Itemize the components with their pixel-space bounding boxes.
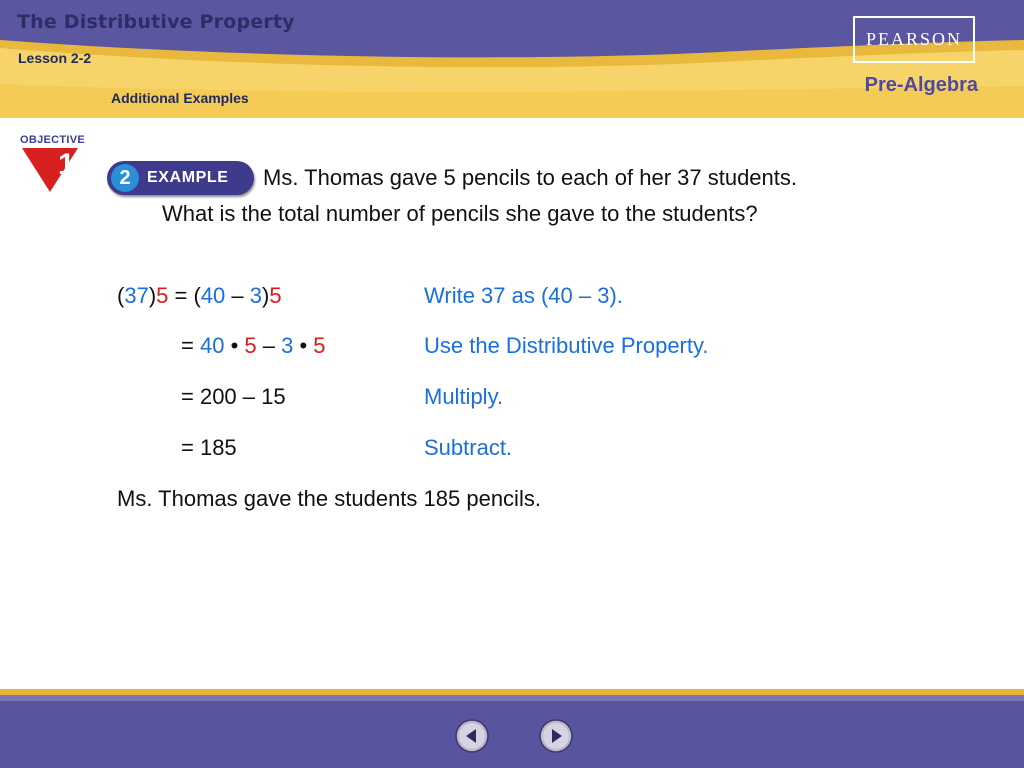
value-37: 37 bbox=[124, 283, 149, 308]
value-40: 40 bbox=[200, 283, 226, 308]
paren: ( bbox=[117, 283, 125, 308]
step-2-note: Use the Distributive Property. bbox=[424, 333, 709, 358]
page-title: The Distributive Property bbox=[17, 11, 295, 33]
objective-badge bbox=[20, 134, 90, 196]
value-5: 5 bbox=[156, 283, 169, 308]
minus: – bbox=[225, 283, 250, 308]
example-number: 2 bbox=[111, 164, 139, 192]
dot: • bbox=[224, 333, 245, 358]
value-5: 5 bbox=[269, 283, 282, 308]
value-3: 3 bbox=[249, 283, 262, 308]
step-1-expression bbox=[117, 283, 282, 309]
equals: = bbox=[181, 333, 200, 358]
paren: ) bbox=[148, 283, 157, 308]
section-label: Additional Examples bbox=[111, 90, 249, 106]
value-40: 40 bbox=[199, 333, 225, 358]
forward-arrow-icon bbox=[539, 719, 573, 753]
example-label: EXAMPLE bbox=[147, 169, 229, 186]
back-arrow-icon bbox=[455, 719, 489, 753]
step-2-expression bbox=[181, 333, 326, 359]
objective-number: 1 bbox=[58, 148, 75, 181]
header-banner bbox=[0, 0, 1024, 118]
publisher-logo: PEARSON bbox=[853, 16, 975, 63]
paren: ) bbox=[262, 283, 270, 308]
back-button[interactable] bbox=[455, 719, 489, 753]
step-3-note: Multiply. bbox=[424, 384, 504, 409]
value-5: 5 bbox=[244, 333, 257, 358]
value-3: 3 bbox=[281, 333, 294, 358]
step-4-note: Subtract. bbox=[424, 435, 513, 460]
minus: – bbox=[256, 333, 282, 358]
value-5: 5 bbox=[313, 333, 326, 358]
problem-statement: Ms. Thomas gave 5 pencils to each of her 37 students. What is the total number of pencils she gave to the students? bbox=[162, 165, 798, 226]
dot: • bbox=[293, 333, 314, 358]
conclusion: Ms. Thomas gave the students 185 pencils. bbox=[117, 486, 541, 511]
forward-button[interactable] bbox=[539, 719, 573, 753]
equals: = ( bbox=[168, 283, 201, 308]
course-name: Pre-Algebra bbox=[864, 74, 978, 96]
footer-stripe bbox=[0, 695, 1024, 701]
step-4-expression: = 185 bbox=[181, 435, 237, 460]
lesson-label: Lesson 2-2 bbox=[18, 50, 92, 66]
step-1-note: Write 37 as (40 – 3). bbox=[424, 283, 623, 308]
step-3-expression: = 200 – 15 bbox=[181, 384, 286, 409]
footer-bar bbox=[0, 689, 1024, 768]
objective-label: OBJECTIVE bbox=[20, 134, 86, 146]
